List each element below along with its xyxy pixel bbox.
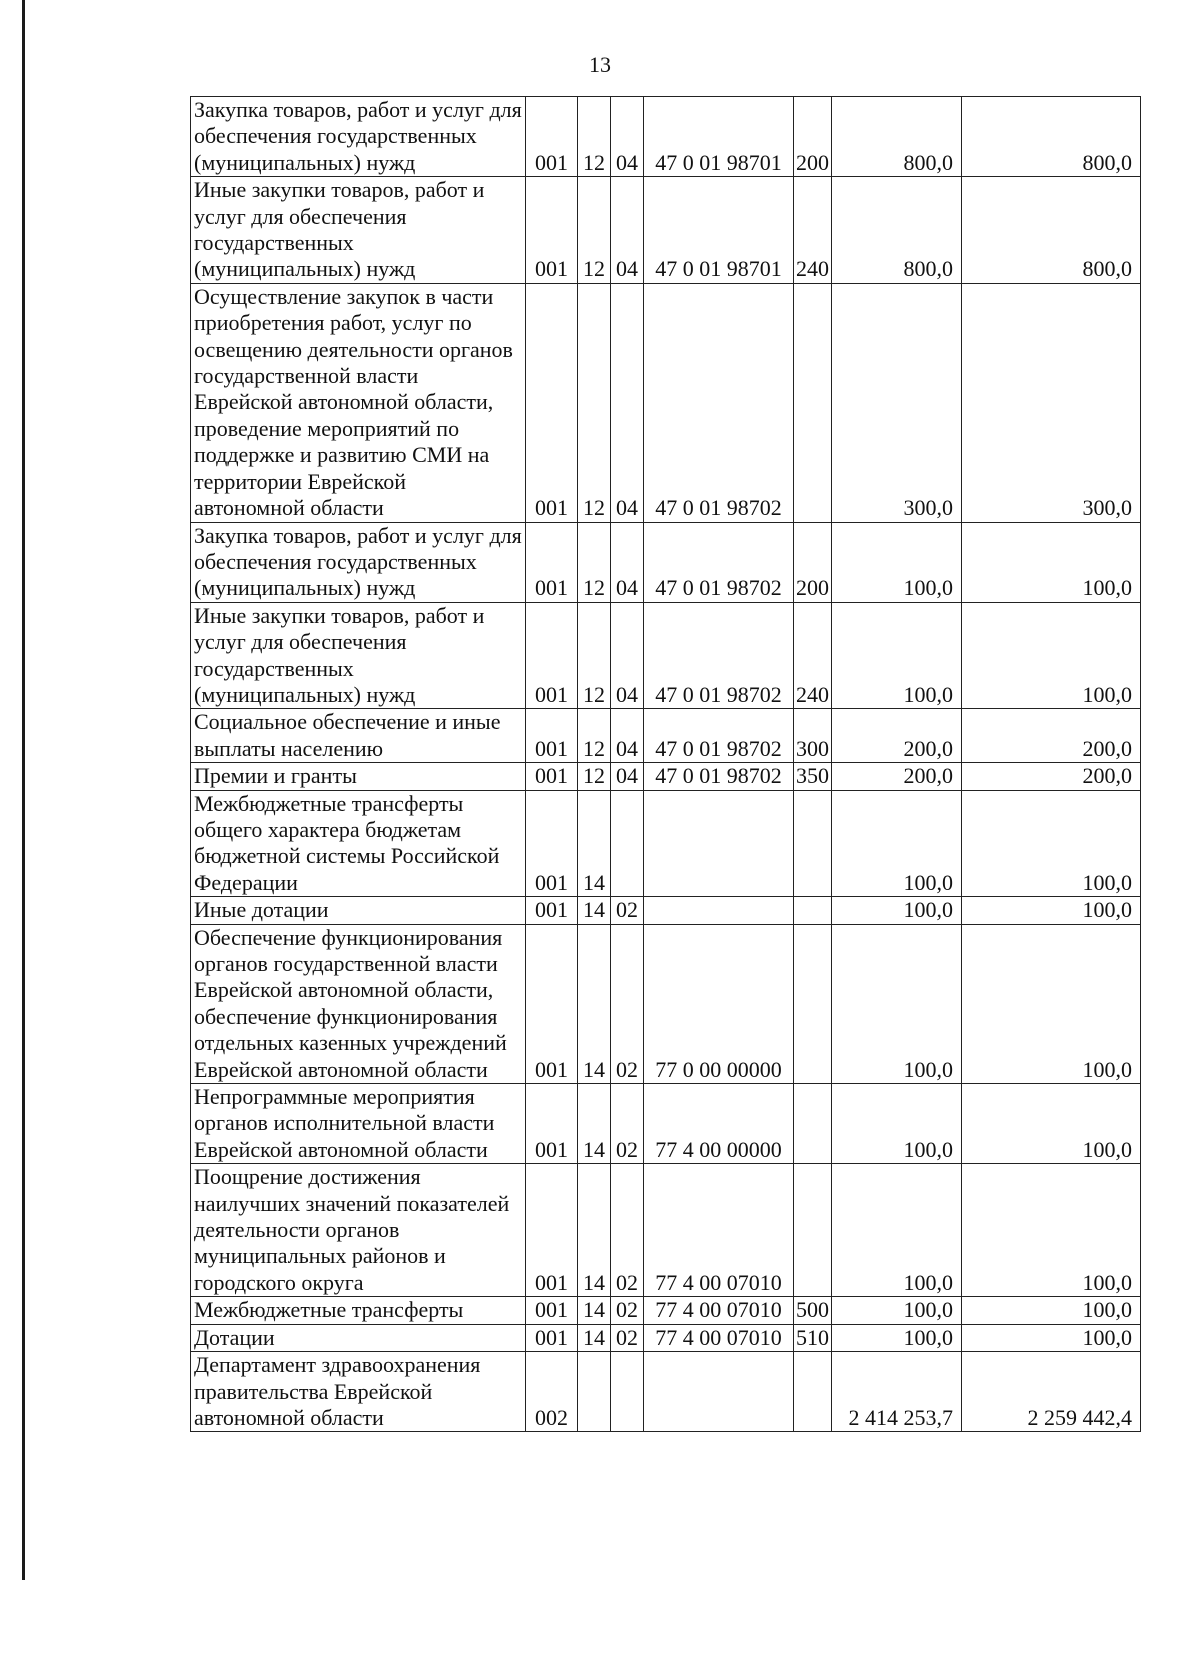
subsection-code: 04 xyxy=(611,283,644,522)
section-code: 14 xyxy=(578,924,611,1083)
row-name: Закупка товаров, работ и услуг для обеспечения государственных (муниципальных) нужд xyxy=(191,522,526,602)
section-code: 14 xyxy=(578,897,611,924)
amount-year-2: 200,0 xyxy=(962,709,1141,763)
row-name: Поощрение достижения наилучших значений показателей деятельности органов муниципальных районов и городского округа xyxy=(191,1164,526,1297)
amount-year-1: 2 414 253,7 xyxy=(832,1352,962,1432)
amount-year-1: 300,0 xyxy=(832,283,962,522)
target-article-code: 77 4 00 00000 xyxy=(644,1084,794,1164)
target-article-code: 47 0 01 98702 xyxy=(644,763,794,790)
amount-year-1: 100,0 xyxy=(832,1324,962,1351)
table-row xyxy=(191,602,1141,709)
amount-year-2: 100,0 xyxy=(962,897,1141,924)
subsection-code: 04 xyxy=(611,97,644,177)
grbs-code: 001 xyxy=(526,709,578,763)
expense-type-code xyxy=(794,790,832,897)
target-article-code xyxy=(644,1352,794,1432)
table-row xyxy=(191,522,1141,602)
amount-year-2: 800,0 xyxy=(962,97,1141,177)
grbs-code: 001 xyxy=(526,1297,578,1324)
row-name: Дотации xyxy=(191,1324,526,1351)
target-article-code: 47 0 01 98701 xyxy=(644,177,794,284)
section-code: 12 xyxy=(578,763,611,790)
target-article-code: 47 0 01 98702 xyxy=(644,283,794,522)
subsection-code: 02 xyxy=(611,897,644,924)
table-row xyxy=(191,1324,1141,1351)
table-row xyxy=(191,763,1141,790)
grbs-code: 001 xyxy=(526,763,578,790)
amount-year-1: 100,0 xyxy=(832,1164,962,1297)
table-row xyxy=(191,790,1141,897)
scan-edge-line xyxy=(22,0,25,1580)
amount-year-2: 200,0 xyxy=(962,763,1141,790)
expense-type-code: 500 xyxy=(794,1297,832,1324)
target-article-code: 77 4 00 07010 xyxy=(644,1164,794,1297)
grbs-code: 001 xyxy=(526,177,578,284)
row-name: Иные закупки товаров, работ и услуг для обеспечения государственных (муниципальных) нужд xyxy=(191,177,526,284)
target-article-code xyxy=(644,790,794,897)
table-row xyxy=(191,1352,1141,1432)
section-code: 14 xyxy=(578,790,611,897)
amount-year-1: 200,0 xyxy=(832,763,962,790)
section-code: 14 xyxy=(578,1297,611,1324)
row-name: Департамент здравоохранения правительства Еврейской автономной области xyxy=(191,1352,526,1432)
amount-year-1: 100,0 xyxy=(832,1084,962,1164)
target-article-code: 77 0 00 00000 xyxy=(644,924,794,1083)
amount-year-1: 100,0 xyxy=(832,602,962,709)
expense-type-code: 510 xyxy=(794,1324,832,1351)
row-name: Социальное обеспечение и иные выплаты населению xyxy=(191,709,526,763)
table-row xyxy=(191,177,1141,284)
target-article-code: 47 0 01 98702 xyxy=(644,522,794,602)
grbs-code: 001 xyxy=(526,602,578,709)
table-row xyxy=(191,1084,1141,1164)
target-article-code: 47 0 01 98702 xyxy=(644,602,794,709)
subsection-code: 04 xyxy=(611,709,644,763)
subsection-code: 02 xyxy=(611,1164,644,1297)
expense-type-code: 240 xyxy=(794,602,832,709)
expense-type-code xyxy=(794,1084,832,1164)
subsection-code: 02 xyxy=(611,1297,644,1324)
grbs-code: 001 xyxy=(526,1084,578,1164)
amount-year-1: 100,0 xyxy=(832,522,962,602)
subsection-code xyxy=(611,1352,644,1432)
amount-year-2: 300,0 xyxy=(962,283,1141,522)
amount-year-1: 800,0 xyxy=(832,97,962,177)
row-name: Премии и гранты xyxy=(191,763,526,790)
expense-type-code xyxy=(794,897,832,924)
expense-type-code: 200 xyxy=(794,97,832,177)
row-name: Непрограммные мероприятия органов исполнительной власти Еврейской автономной области xyxy=(191,1084,526,1164)
grbs-code: 001 xyxy=(526,924,578,1083)
expense-type-code xyxy=(794,1164,832,1297)
target-article-code: 47 0 01 98702 xyxy=(644,709,794,763)
table-row xyxy=(191,897,1141,924)
row-name: Обеспечение функционирования органов государственной власти Еврейской автономной области, обеспечение функционирования отдельных казенных учреждений Еврейской автономной области xyxy=(191,924,526,1083)
grbs-code: 001 xyxy=(526,522,578,602)
amount-year-1: 200,0 xyxy=(832,709,962,763)
table-row xyxy=(191,1164,1141,1297)
amount-year-1: 800,0 xyxy=(832,177,962,284)
expense-type-code: 300 xyxy=(794,709,832,763)
subsection-code: 04 xyxy=(611,522,644,602)
amount-year-1: 100,0 xyxy=(832,1297,962,1324)
expense-type-code: 240 xyxy=(794,177,832,284)
section-code: 12 xyxy=(578,177,611,284)
section-code: 12 xyxy=(578,602,611,709)
target-article-code: 47 0 01 98701 xyxy=(644,97,794,177)
amount-year-2: 100,0 xyxy=(962,602,1141,709)
row-name: Иные закупки товаров, работ и услуг для обеспечения государственных (муниципальных) нужд xyxy=(191,602,526,709)
grbs-code: 002 xyxy=(526,1352,578,1432)
expense-type-code xyxy=(794,283,832,522)
row-name: Закупка товаров, работ и услуг для обеспечения государственных (муниципальных) нужд xyxy=(191,97,526,177)
amount-year-2: 100,0 xyxy=(962,1324,1141,1351)
subsection-code: 02 xyxy=(611,924,644,1083)
amount-year-1: 100,0 xyxy=(832,897,962,924)
section-code: 14 xyxy=(578,1164,611,1297)
amount-year-2: 2 259 442,4 xyxy=(962,1352,1141,1432)
budget-table xyxy=(190,96,1141,1432)
amount-year-1: 100,0 xyxy=(832,790,962,897)
subsection-code: 04 xyxy=(611,602,644,709)
row-name: Осуществление закупок в части приобретения работ, услуг по освещению деятельности органов государственной власти Еврейской автономной области, проведение мероприятий по поддержке и развитию СМИ на территории Еврейской автономной области xyxy=(191,283,526,522)
section-code: 12 xyxy=(578,283,611,522)
table-row xyxy=(191,924,1141,1083)
expense-type-code: 350 xyxy=(794,763,832,790)
expense-type-code xyxy=(794,924,832,1083)
section-code xyxy=(578,1352,611,1432)
amount-year-2: 100,0 xyxy=(962,790,1141,897)
amount-year-2: 100,0 xyxy=(962,1164,1141,1297)
row-name: Межбюджетные трансферты xyxy=(191,1297,526,1324)
target-article-code: 77 4 00 07010 xyxy=(644,1297,794,1324)
target-article-code: 77 4 00 07010 xyxy=(644,1324,794,1351)
amount-year-1: 100,0 xyxy=(832,924,962,1083)
grbs-code: 001 xyxy=(526,897,578,924)
table-row xyxy=(191,283,1141,522)
grbs-code: 001 xyxy=(526,283,578,522)
table-row xyxy=(191,97,1141,177)
grbs-code: 001 xyxy=(526,790,578,897)
amount-year-2: 100,0 xyxy=(962,1084,1141,1164)
section-code: 14 xyxy=(578,1084,611,1164)
amount-year-2: 100,0 xyxy=(962,924,1141,1083)
section-code: 12 xyxy=(578,522,611,602)
grbs-code: 001 xyxy=(526,1164,578,1297)
amount-year-2: 800,0 xyxy=(962,177,1141,284)
section-code: 14 xyxy=(578,1324,611,1351)
section-code: 12 xyxy=(578,709,611,763)
subsection-code: 02 xyxy=(611,1084,644,1164)
table-row xyxy=(191,1297,1141,1324)
subsection-code: 04 xyxy=(611,177,644,284)
expense-type-code: 200 xyxy=(794,522,832,602)
section-code: 12 xyxy=(578,97,611,177)
grbs-code: 001 xyxy=(526,1324,578,1351)
amount-year-2: 100,0 xyxy=(962,1297,1141,1324)
row-name: Иные дотации xyxy=(191,897,526,924)
budget-table-body xyxy=(191,97,1141,1432)
target-article-code xyxy=(644,897,794,924)
grbs-code: 001 xyxy=(526,97,578,177)
subsection-code: 04 xyxy=(611,763,644,790)
row-name: Межбюджетные трансферты общего характера бюджетам бюджетной системы Российской Федерации xyxy=(191,790,526,897)
page-number: 13 xyxy=(589,52,611,77)
expense-type-code xyxy=(794,1352,832,1432)
table-row xyxy=(191,709,1141,763)
subsection-code xyxy=(611,790,644,897)
amount-year-2: 100,0 xyxy=(962,522,1141,602)
subsection-code: 02 xyxy=(611,1324,644,1351)
